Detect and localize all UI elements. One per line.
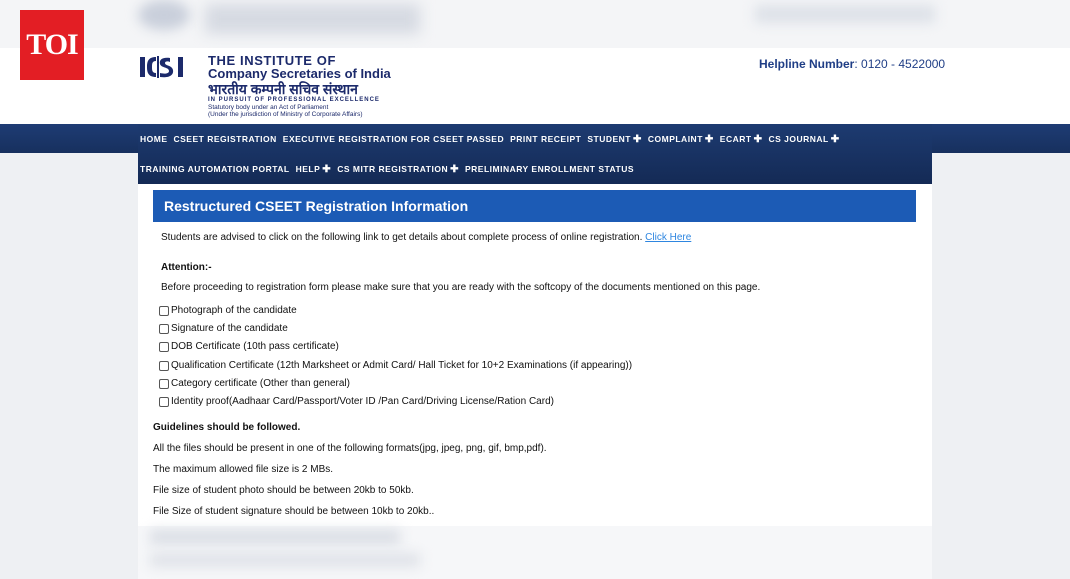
logo-line-2: Company Secretaries of India bbox=[208, 66, 391, 81]
expand-plus-icon: ✚ bbox=[753, 134, 763, 145]
nav-cs-mitr-registration[interactable]: CS MITR REGISTRATION ✚ bbox=[337, 164, 459, 175]
institute-logo-text bbox=[208, 54, 391, 118]
nav-ecart[interactable]: ECART ✚ bbox=[719, 134, 763, 145]
toi-logo-badge: TOI bbox=[20, 10, 84, 80]
checklist-item-qualification[interactable]: Qualification Certificate (12th Marksheet or Admit Card/ Hall Ticket for 10+2 Examinations (if appearing)) bbox=[159, 360, 632, 371]
logo-line-hindi: भारतीय कम्पनी सचिव संस्थान bbox=[208, 81, 358, 97]
nav-row-1 bbox=[140, 132, 840, 146]
expand-plus-icon: ✚ bbox=[704, 134, 714, 145]
expand-plus-icon: ✚ bbox=[322, 164, 332, 175]
before-proceeding-text: Before proceeding to registration form please make sure that you are ready with the softcopy of the documents mentioned on this page. bbox=[161, 282, 761, 293]
nav-student[interactable]: STUDENT ✚ bbox=[587, 134, 642, 145]
blurred-logo bbox=[138, 0, 190, 30]
guideline-item: The maximum allowed file size is 2 MBs. bbox=[153, 464, 334, 475]
blurred-text bbox=[755, 5, 935, 23]
nav-cseet-registration[interactable]: CSEET REGISTRATION bbox=[173, 134, 277, 144]
main-navigation bbox=[138, 124, 932, 184]
logo-statutory: Statutory body under an Act of Parliament bbox=[208, 104, 329, 111]
checkbox-identity[interactable] bbox=[159, 397, 169, 407]
blurred-text bbox=[150, 530, 400, 544]
page-title: Restructured CSEET Registration Information bbox=[153, 190, 916, 222]
expand-plus-icon: ✚ bbox=[450, 164, 459, 175]
helpline-number bbox=[759, 57, 945, 71]
guideline-item: All the files should be present in one of the following formats(jpg, jpeg, png, gif, bmp,pdf). bbox=[153, 443, 547, 454]
blurred-text bbox=[205, 4, 420, 34]
helpline-value: : 0120 - 4522000 bbox=[854, 57, 946, 71]
expand-plus-icon: ✚ bbox=[830, 134, 840, 145]
nav-cs-journal[interactable]: CS JOURNAL ✚ bbox=[768, 134, 840, 145]
guideline-item: File Size of student signature should be between 10kb to 20kb.. bbox=[153, 506, 435, 517]
blurred-text bbox=[150, 553, 420, 567]
nav-help[interactable]: HELP ✚ bbox=[295, 164, 332, 175]
nav-training-automation-portal[interactable]: TRAINING AUTOMATION PORTAL bbox=[140, 164, 290, 174]
logo-jurisdiction: (Under the jurisdiction of Ministry of Corporate Affairs) bbox=[208, 111, 363, 118]
helpline-label: Helpline Number bbox=[759, 57, 855, 71]
checkbox-signature[interactable] bbox=[159, 324, 169, 334]
guideline-item: File size of student photo should be between 20kb to 50kb. bbox=[153, 485, 414, 496]
nav-row-2 bbox=[140, 162, 634, 176]
logo-tagline: IN PURSUIT OF PROFESSIONAL EXCELLENCE bbox=[208, 97, 380, 103]
checklist-item-category[interactable]: Category certificate (Other than general) bbox=[159, 378, 350, 389]
nav-complaint[interactable]: COMPLAINT ✚ bbox=[647, 134, 714, 145]
checklist-item-photograph[interactable]: Photograph of the candidate bbox=[159, 305, 297, 316]
expand-plus-icon: ✚ bbox=[632, 134, 642, 145]
logo-line-1: THE INSTITUTE OF bbox=[208, 53, 337, 68]
guidelines-heading: Guidelines should be followed. bbox=[153, 422, 301, 433]
checklist-item-signature[interactable]: Signature of the candidate bbox=[159, 323, 288, 334]
nav-preliminary-enrollment-status[interactable]: PRELIMINARY ENROLLMENT STATUS bbox=[464, 164, 635, 174]
nav-print-receipt[interactable]: PRINT RECEIPT bbox=[510, 134, 582, 144]
checkbox-photograph[interactable] bbox=[159, 306, 169, 316]
intro-text: Students are advised to click on the following link to get details about complete process of online registration. Click Here bbox=[161, 232, 692, 243]
click-here-link[interactable]: Click Here bbox=[645, 232, 692, 243]
checklist-item-identity[interactable]: Identity proof(Aadhaar Card/Passport/Voter ID /Pan Card/Driving License/Ration Card) bbox=[159, 396, 554, 407]
checkbox-qualification[interactable] bbox=[159, 361, 169, 371]
checkbox-dob[interactable] bbox=[159, 342, 169, 352]
nav-home[interactable]: HOME bbox=[140, 134, 168, 144]
checkbox-category[interactable] bbox=[159, 379, 169, 389]
nav-executive-registration[interactable]: EXECUTIVE REGISTRATION FOR CSEET PASSED bbox=[282, 134, 505, 144]
checklist-item-dob[interactable]: DOB Certificate (10th pass certificate) bbox=[159, 341, 339, 352]
icsi-logo-icon bbox=[138, 54, 190, 80]
attention-heading: Attention:- bbox=[161, 262, 212, 273]
